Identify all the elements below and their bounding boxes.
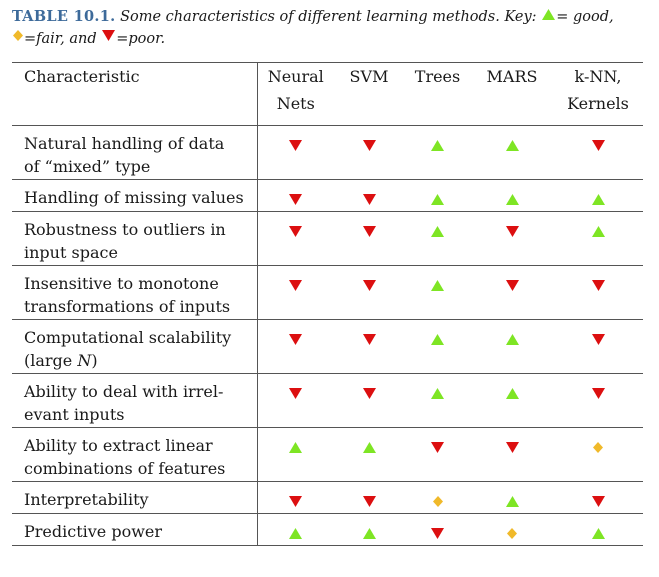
rating-cell-knn-kernels <box>553 514 643 546</box>
rating-cell-neural-nets <box>257 266 334 320</box>
poor-rating-icon <box>101 28 116 49</box>
rating-cell-svm <box>334 212 404 266</box>
row-characteristic: Handling of missing values <box>12 180 257 212</box>
fair-rating-icon <box>506 525 518 544</box>
rating-cell-neural-nets <box>257 482 334 514</box>
row-characteristic: Ability to deal with irrel- evant inputs <box>12 374 257 428</box>
rating-cell-knn-kernels <box>553 320 643 374</box>
poor-rating-icon <box>591 493 606 512</box>
good-rating-icon <box>505 191 520 210</box>
poor-rating-icon <box>362 331 377 350</box>
rating-cell-neural-nets <box>257 374 334 428</box>
table-row <box>12 266 643 320</box>
rating-cell-knn-kernels <box>553 126 643 180</box>
fair-rating-icon <box>432 493 444 512</box>
header-neural-nets: Neural Nets <box>257 63 334 126</box>
table-row <box>12 514 643 546</box>
row-characteristic: Robustness to outliers in input space <box>12 212 257 266</box>
rating-cell-mars <box>471 482 553 514</box>
rating-cell-neural-nets <box>257 126 334 180</box>
learning-methods-table <box>12 62 643 546</box>
row-characteristic: Interpretability <box>12 482 257 514</box>
good-rating-icon <box>430 223 445 242</box>
rating-cell-neural-nets <box>257 212 334 266</box>
rating-cell-svm <box>334 320 404 374</box>
poor-rating-icon <box>288 137 303 156</box>
rating-cell-svm <box>334 482 404 514</box>
rating-cell-mars <box>471 266 553 320</box>
good-rating-icon <box>505 331 520 350</box>
rating-cell-knn-kernels <box>553 374 643 428</box>
rating-cell-knn-kernels <box>553 482 643 514</box>
poor-rating-icon <box>430 525 445 544</box>
rating-cell-trees <box>404 482 471 514</box>
rating-cell-svm <box>334 374 404 428</box>
header-trees: Trees <box>404 63 471 126</box>
poor-rating-icon <box>288 191 303 210</box>
poor-rating-icon <box>430 439 445 458</box>
rating-cell-mars <box>471 320 553 374</box>
rating-cell-mars <box>471 212 553 266</box>
fair-rating-icon <box>12 28 24 49</box>
good-rating-icon <box>505 385 520 404</box>
table-header-row <box>12 63 643 126</box>
good-rating-icon <box>505 137 520 156</box>
poor-rating-icon <box>591 331 606 350</box>
table-row <box>12 180 643 212</box>
poor-rating-icon <box>505 223 520 242</box>
rating-cell-trees <box>404 126 471 180</box>
rating-cell-mars <box>471 126 553 180</box>
row-characteristic: Predictive power <box>12 514 257 546</box>
good-rating-icon <box>541 7 556 28</box>
poor-rating-icon <box>591 385 606 404</box>
table-row <box>12 126 643 180</box>
rating-cell-neural-nets <box>257 320 334 374</box>
table-row <box>12 482 643 514</box>
rating-cell-neural-nets <box>257 428 334 482</box>
good-rating-icon <box>430 191 445 210</box>
poor-rating-icon <box>362 223 377 242</box>
rating-cell-trees <box>404 266 471 320</box>
good-rating-icon <box>430 331 445 350</box>
poor-rating-icon <box>591 137 606 156</box>
good-rating-icon <box>430 277 445 296</box>
poor-rating-icon <box>288 223 303 242</box>
row-characteristic: Insensitive to monotone transformations of inputs <box>12 266 257 320</box>
rating-cell-mars <box>471 428 553 482</box>
header-mars: MARS <box>471 63 553 126</box>
header-characteristic: Characteristic <box>12 63 257 126</box>
rating-cell-knn-kernels <box>553 180 643 212</box>
poor-rating-icon <box>505 439 520 458</box>
rating-cell-svm <box>334 180 404 212</box>
rating-cell-mars <box>471 180 553 212</box>
poor-rating-icon <box>362 385 377 404</box>
rating-cell-trees <box>404 212 471 266</box>
rating-cell-knn-kernels <box>553 428 643 482</box>
rating-cell-trees <box>404 320 471 374</box>
good-rating-icon <box>288 439 303 458</box>
good-rating-icon <box>362 439 377 458</box>
rating-cell-neural-nets <box>257 180 334 212</box>
poor-rating-icon <box>288 331 303 350</box>
poor-rating-icon <box>362 191 377 210</box>
poor-rating-icon <box>288 385 303 404</box>
rating-cell-svm <box>334 266 404 320</box>
rating-cell-trees <box>404 374 471 428</box>
good-rating-icon <box>288 525 303 544</box>
rating-cell-svm <box>334 126 404 180</box>
good-rating-icon <box>505 493 520 512</box>
row-characteristic: Natural handling of data of “mixed” type <box>12 126 257 180</box>
caption-label: TABLE 10.1. <box>12 8 116 25</box>
good-rating-icon <box>591 191 606 210</box>
rating-cell-mars <box>471 374 553 428</box>
poor-rating-icon <box>505 277 520 296</box>
rating-cell-knn-kernels <box>553 266 643 320</box>
rating-cell-knn-kernels <box>553 212 643 266</box>
caption-text: Some characteristics of different learning methods. Key: = good, =fair, and =poor. <box>12 9 614 47</box>
good-rating-icon <box>591 223 606 242</box>
row-characteristic: Ability to extract linear combinations of features <box>12 428 257 482</box>
header-svm: SVM <box>334 63 404 126</box>
table-caption <box>12 6 652 50</box>
fair-rating-icon <box>592 439 604 458</box>
row-characteristic: Computational scalability (large N) <box>12 320 257 374</box>
table-row <box>12 428 643 482</box>
table-row <box>12 212 643 266</box>
good-rating-icon <box>591 525 606 544</box>
rating-cell-svm <box>334 428 404 482</box>
rating-cell-svm <box>334 514 404 546</box>
rating-cell-neural-nets <box>257 514 334 546</box>
poor-rating-icon <box>362 493 377 512</box>
table-row <box>12 374 643 428</box>
rating-cell-trees <box>404 428 471 482</box>
poor-rating-icon <box>591 277 606 296</box>
rating-cell-trees <box>404 514 471 546</box>
rating-cell-mars <box>471 514 553 546</box>
good-rating-icon <box>430 385 445 404</box>
poor-rating-icon <box>288 493 303 512</box>
poor-rating-icon <box>362 277 377 296</box>
header-knn-kernels: k-NN, Kernels <box>553 63 643 126</box>
poor-rating-icon <box>288 277 303 296</box>
table-row <box>12 320 643 374</box>
rating-cell-trees <box>404 180 471 212</box>
good-rating-icon <box>430 137 445 156</box>
good-rating-icon <box>362 525 377 544</box>
poor-rating-icon <box>362 137 377 156</box>
